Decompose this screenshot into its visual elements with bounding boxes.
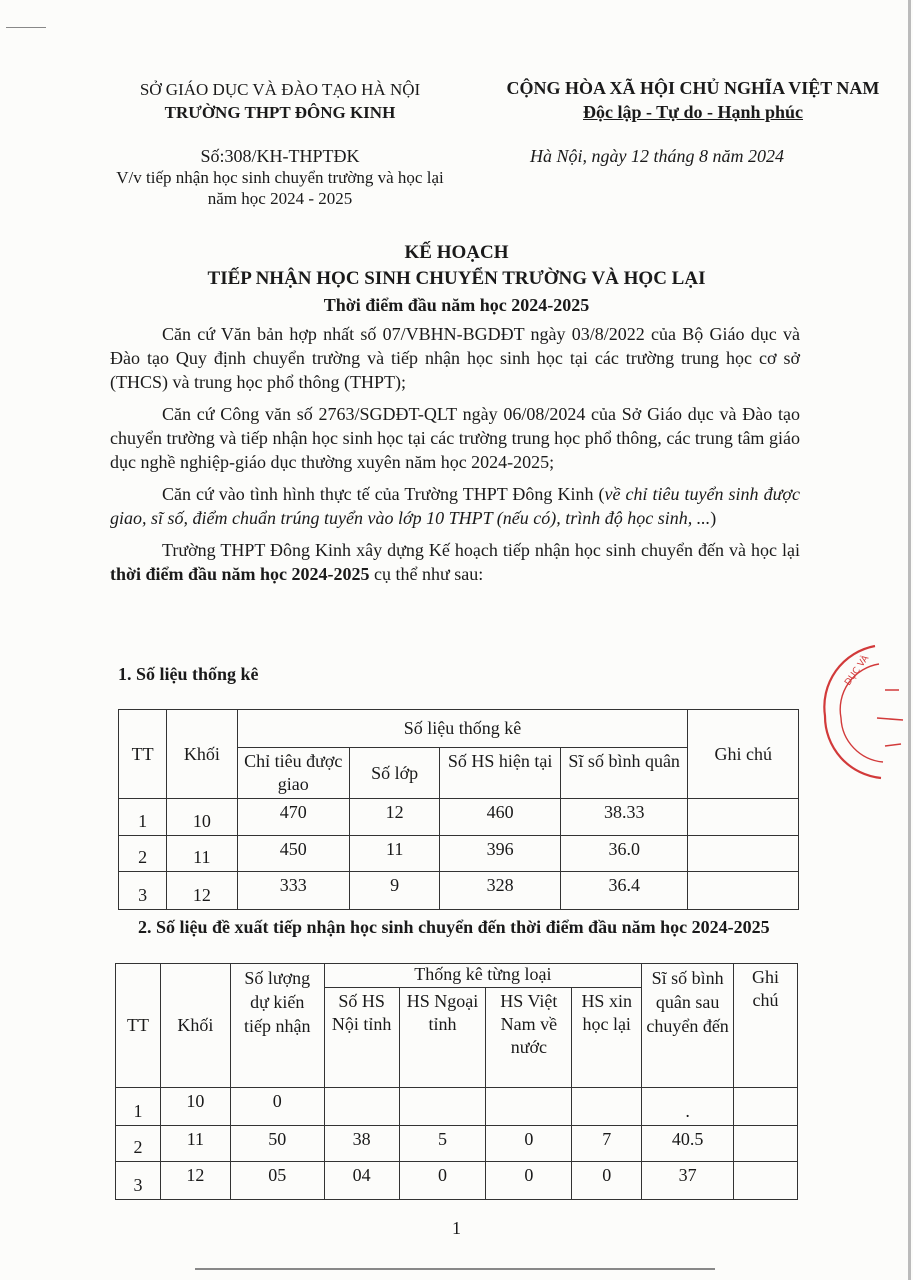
header-khoi: Khối [167,710,237,799]
national-header [478,76,908,124]
section-1-heading: 1. Số liệu thống kê [118,664,259,684]
cell-noitinh [324,1088,399,1126]
proposal-table [115,963,798,1200]
paragraph-1: Căn cứ Văn bản hợp nhất số 07/VBHN-BGDĐT ngày 03/8/2022 của Bộ Giáo dục và Đào tạo Quy định chuyển trường và tiếp nhận học sinh học tại các trường trung học cơ sở (THCS) và trung học phổ thông (THPT); [110,324,800,392]
header-siso: Sĩ số bình quân [560,748,688,799]
table-row [116,1162,798,1200]
paragraph-4-text: Trường THPT Đông Kinh xây dựng Kế hoạch tiếp nhận học sinh chuyển đến và học lại [162,540,800,560]
subject-line-1: V/v tiếp nhận học sinh chuyển trường và học lại [116,168,444,187]
national-motto: Độc lập - Tự do - Hạnh phúc [582,102,804,122]
agency-name: SỞ GIÁO DỤC VÀ ĐÀO TẠO HÀ NỘI [139,80,421,99]
cell-soluong: 50 [230,1126,324,1162]
cell-sohs: 396 [440,836,561,872]
header-tt: TT [116,964,161,1088]
paragraph-2: Căn cứ Công văn số 2763/SGDĐT-QLT ngày 06/08/2024 của Sở Giáo dục và Đào tạo chuyển trường và tiếp nhận học sinh học tại các trường trung học phổ thông, các trung tâm giáo dục nghề nghiệp-giáo dục thường xuyên năm học 2024-2025; [110,404,800,472]
table-row [119,799,799,836]
header-hoclai: HS xin học lại [572,988,642,1088]
cell-solop: 12 [349,799,439,836]
cell-khoi: 11 [160,1126,230,1162]
header-solop: Số lớp [349,748,439,799]
cell-sohs: 460 [440,799,561,836]
table-row [116,1088,798,1126]
title-line-1: KẾ HOẠCH [404,242,509,263]
cell-vietnam: 0 [486,1162,572,1200]
paragraph-4 [110,538,800,586]
header-noitinh: Số HS Nội tỉnh [324,988,399,1088]
scan-bottom-edge [195,1268,715,1270]
cell-tt: 2 [119,836,167,872]
cell-chitieu: 450 [237,836,349,872]
country-name: CỘNG HÒA XÃ HỘI CHỦ NGHĨA VIỆT NAM [506,78,880,98]
cell-siso: 36.0 [560,836,688,872]
cell-ghichu [734,1162,798,1200]
cell-tt: 1 [116,1088,161,1126]
cell-hoclai [572,1088,642,1126]
title-line-3: Thời điểm đầu năm học 2024-2025 [323,295,590,315]
table-row [119,872,799,910]
cell-ngoaitinh [399,1088,486,1126]
header-siso: Sĩ số bình quân sau chuyển đến [642,964,734,1088]
cell-noitinh: 38 [324,1126,399,1162]
cell-siso: 38.33 [560,799,688,836]
cell-ghichu [734,1088,798,1126]
cell-khoi: 10 [160,1088,230,1126]
paragraph-4-end: cụ thể như sau: [369,564,484,584]
cell-soluong: 05 [230,1162,324,1200]
cell-chitieu: 470 [237,799,349,836]
cell-ngoaitinh: 0 [399,1162,486,1200]
cell-ghichu [734,1126,798,1162]
cell-ghichu [688,836,799,872]
header-chitieu: Chỉ tiêu được giao [237,748,349,799]
paragraph-4-bold: thời điểm đầu năm học 2024-2025 [110,564,370,584]
header-ghichu: Ghi chú [688,710,799,799]
header-sohs: Số HS hiện tại [440,748,561,799]
paragraph-3-text: Căn cứ vào tình hình thực tế của Trường THPT Đông Kinh ( [162,484,605,504]
header-ghichu: Ghi chú [734,964,798,1088]
cell-vietnam: 0 [486,1126,572,1162]
subject-line-2: năm học 2024 - 2025 [207,189,353,208]
cell-hoclai: 7 [572,1126,642,1162]
cell-solop: 9 [349,872,439,910]
header-tt: TT [119,710,167,799]
cell-soluong: 0 [230,1088,324,1126]
cell-siso: 36.4 [560,872,688,910]
paragraph-3-italic: về chỉ tiêu tuyển sinh được giao, sĩ số, điểm chuẩn trúng tuyển vào lớp 10 THPT (nếu có), trình độ học sinh, ... [110,484,800,528]
cell-ghichu [688,872,799,910]
cell-sohs: 328 [440,872,561,910]
document-meta [95,146,465,209]
paragraph-3 [110,482,800,530]
stamp-text: DỤC VÀ [843,653,872,688]
cell-khoi: 11 [167,836,237,872]
table-row [116,1126,798,1162]
header-ngoaitinh: HS Ngoại tỉnh [399,988,486,1088]
cell-khoi: 12 [160,1162,230,1200]
document-number: Số:308/KH-THPTĐK [200,146,360,166]
cell-hoclai: 0 [572,1162,642,1200]
school-name: TRƯỜNG THPT ĐÔNG KINH [164,103,396,122]
cell-siso: . [642,1088,734,1126]
section-2-heading: 2. Số liệu đề xuất tiếp nhận học sinh chuyển đến thời điểm đầu năm học 2024-2025 [138,917,770,937]
scan-mark [6,27,46,28]
cell-tt: 1 [119,799,167,836]
official-stamp [815,628,913,788]
cell-khoi: 12 [167,872,237,910]
document-date: Hà Nội, ngày 12 tháng 8 năm 2024 [530,146,784,166]
header-vietnam: HS Việt Nam về nước [486,988,572,1088]
document-title-block [0,240,913,318]
cell-tt: 3 [119,872,167,910]
cell-tt: 3 [116,1162,161,1200]
cell-noitinh: 04 [324,1162,399,1200]
cell-ngoaitinh: 5 [399,1126,486,1162]
document-body [110,322,800,594]
header-group: Thống kê từng loại [324,964,641,988]
issuer-block [95,78,465,124]
table-row [119,836,799,872]
header-khoi: Khối [160,964,230,1088]
cell-siso: 40.5 [642,1126,734,1162]
cell-tt: 2 [116,1126,161,1162]
statistics-table [118,709,799,910]
title-line-2: TIẾP NHẬN HỌC SINH CHUYỂN TRƯỜNG VÀ HỌC LẠI [207,268,706,289]
page-number: 1 [452,1218,461,1238]
header-soluong: Số lượng dự kiến tiếp nhận [230,964,324,1088]
header-group: Số liệu thống kê [237,710,688,748]
paragraph-3-end: ) [710,508,717,528]
cell-vietnam [486,1088,572,1126]
cell-khoi: 10 [167,799,237,836]
cell-chitieu: 333 [237,872,349,910]
cell-solop: 11 [349,836,439,872]
cell-siso: 37 [642,1162,734,1200]
cell-ghichu [688,799,799,836]
